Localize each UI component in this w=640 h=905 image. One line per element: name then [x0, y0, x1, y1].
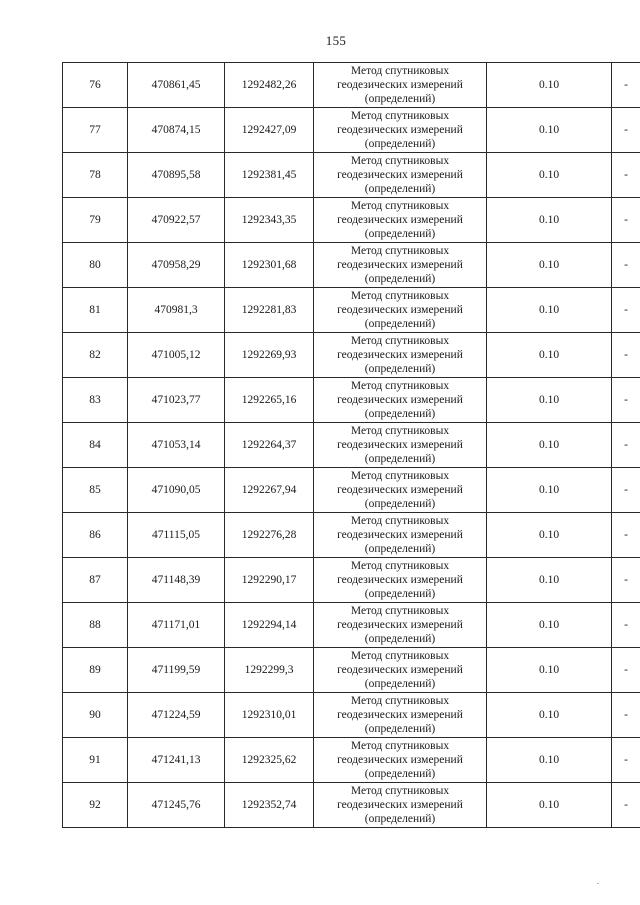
mark-cell: - [612, 333, 640, 378]
method-line: геодезических измерений [337, 79, 463, 91]
table-row [63, 198, 640, 243]
method-line: геодезических измерений [337, 169, 463, 181]
y-coordinate-cell: 1292294,14 [225, 603, 314, 648]
x-coordinate-cell: 471090,05 [128, 468, 225, 513]
method-line: Метод спутниковых [350, 785, 450, 797]
method-cell [314, 243, 487, 288]
method-line: Метод спутниковых [350, 155, 450, 167]
y-coordinate-cell: 1292427,09 [225, 108, 314, 153]
method-line: геодезических измерений [337, 574, 463, 586]
x-coordinate-cell: 470958,29 [128, 243, 225, 288]
point-number-cell: 79 [63, 198, 128, 243]
mark-cell: - [612, 693, 640, 738]
accuracy-cell: 0.10 [487, 108, 612, 153]
method-line: (определений) [364, 498, 436, 510]
x-coordinate-cell: 471245,76 [128, 783, 225, 828]
table-row [63, 513, 640, 558]
method-line: геодезических измерений [337, 394, 463, 406]
mark-cell: - [612, 648, 640, 693]
method-line: геодезических измерений [337, 709, 463, 721]
method-line: (определений) [364, 363, 436, 375]
point-number-cell: 87 [63, 558, 128, 603]
x-coordinate-cell: 470861,45 [128, 63, 225, 108]
method-cell [314, 153, 487, 198]
mark-cell: - [612, 603, 640, 648]
x-coordinate-cell: 470895,58 [128, 153, 225, 198]
method-line: (определений) [364, 633, 436, 645]
table-row [63, 333, 640, 378]
method-cell [314, 693, 487, 738]
y-coordinate-cell: 1292301,68 [225, 243, 314, 288]
method-line: Метод спутниковых [350, 425, 450, 437]
y-coordinate-cell: 1292482,26 [225, 63, 314, 108]
method-cell [314, 423, 487, 468]
method-cell [314, 198, 487, 243]
method-line: геодезических измерений [337, 439, 463, 451]
x-coordinate-cell: 471199,59 [128, 648, 225, 693]
method-line: Метод спутниковых [350, 560, 450, 572]
method-line: геодезических измерений [337, 799, 463, 811]
method-line: Метод спутниковых [350, 380, 450, 392]
table-row [63, 558, 640, 603]
x-coordinate-cell: 471005,12 [128, 333, 225, 378]
method-line: Метод спутниковых [350, 110, 450, 122]
method-cell [314, 738, 487, 783]
accuracy-cell: 0.10 [487, 153, 612, 198]
method-line: (определений) [364, 318, 436, 330]
table-row [63, 693, 640, 738]
y-coordinate-cell: 1292267,94 [225, 468, 314, 513]
x-coordinate-cell: 471023,77 [128, 378, 225, 423]
point-number-cell: 86 [63, 513, 128, 558]
table-row [63, 783, 640, 828]
point-number-cell: 92 [63, 783, 128, 828]
y-coordinate-cell: 1292325,62 [225, 738, 314, 783]
method-line: (определений) [364, 273, 436, 285]
method-cell [314, 603, 487, 648]
point-number-cell: 85 [63, 468, 128, 513]
method-line: (определений) [364, 183, 436, 195]
method-line: Метод спутниковых [350, 605, 450, 617]
method-line: геодезических измерений [337, 529, 463, 541]
method-line: Метод спутниковых [350, 470, 450, 482]
method-line: геодезических измерений [337, 214, 463, 226]
method-line: Метод спутниковых [350, 200, 450, 212]
table-row [63, 648, 640, 693]
x-coordinate-cell: 470981,3 [128, 288, 225, 333]
mark-cell: - [612, 738, 640, 783]
method-line: геодезических измерений [337, 754, 463, 766]
y-coordinate-cell: 1292343,35 [225, 198, 314, 243]
accuracy-cell: 0.10 [487, 243, 612, 288]
table-row [63, 243, 640, 288]
method-line: (определений) [364, 453, 436, 465]
method-cell [314, 378, 487, 423]
y-coordinate-cell: 1292299,3 [225, 648, 314, 693]
y-coordinate-cell: 1292276,28 [225, 513, 314, 558]
x-coordinate-cell: 471053,14 [128, 423, 225, 468]
method-line: геодезических измерений [337, 349, 463, 361]
y-coordinate-cell: 1292264,37 [225, 423, 314, 468]
accuracy-cell: 0.10 [487, 738, 612, 783]
method-line: геодезических измерений [337, 664, 463, 676]
method-line: геодезических измерений [337, 484, 463, 496]
table-row [63, 603, 640, 648]
method-line: геодезических измерений [337, 304, 463, 316]
point-number-cell: 90 [63, 693, 128, 738]
accuracy-cell: 0.10 [487, 468, 612, 513]
method-line: (определений) [364, 138, 436, 150]
method-line: (определений) [364, 588, 436, 600]
accuracy-cell: 0.10 [487, 378, 612, 423]
method-line: (определений) [364, 768, 436, 780]
mark-cell: - [612, 288, 640, 333]
accuracy-cell: 0.10 [487, 423, 612, 468]
y-coordinate-cell: 1292281,83 [225, 288, 314, 333]
accuracy-cell: 0.10 [487, 783, 612, 828]
y-coordinate-cell: 1292310,01 [225, 693, 314, 738]
x-coordinate-cell: 471224,59 [128, 693, 225, 738]
method-line: Метод спутниковых [350, 65, 450, 77]
x-coordinate-cell: 471171,01 [128, 603, 225, 648]
method-line: геодезических измерений [337, 619, 463, 631]
mark-cell: - [612, 108, 640, 153]
x-coordinate-cell: 471148,39 [128, 558, 225, 603]
x-coordinate-cell: 471115,05 [128, 513, 225, 558]
method-line: (определений) [364, 543, 436, 555]
mark-cell: - [612, 468, 640, 513]
method-line: Метод спутниковых [350, 290, 450, 302]
table-row [63, 468, 640, 513]
accuracy-cell: 0.10 [487, 513, 612, 558]
x-coordinate-cell: 471241,13 [128, 738, 225, 783]
point-number-cell: 80 [63, 243, 128, 288]
mark-cell: - [612, 198, 640, 243]
table-row [63, 153, 640, 198]
x-coordinate-cell: 470874,15 [128, 108, 225, 153]
table-row [63, 738, 640, 783]
x-coordinate-cell: 470922,57 [128, 198, 225, 243]
table-row [63, 378, 640, 423]
coordinates-table-body [63, 63, 640, 828]
accuracy-cell: 0.10 [487, 198, 612, 243]
point-number-cell: 88 [63, 603, 128, 648]
accuracy-cell: 0.10 [487, 693, 612, 738]
mark-cell: - [612, 423, 640, 468]
table-row [63, 288, 640, 333]
point-number-cell: 81 [63, 288, 128, 333]
point-number-cell: 84 [63, 423, 128, 468]
mark-cell: - [612, 63, 640, 108]
y-coordinate-cell: 1292290,17 [225, 558, 314, 603]
coordinates-table [62, 62, 640, 828]
method-cell [314, 513, 487, 558]
method-line: (определений) [364, 408, 436, 420]
y-coordinate-cell: 1292381,45 [225, 153, 314, 198]
mark-cell: - [612, 153, 640, 198]
accuracy-cell: 0.10 [487, 603, 612, 648]
method-cell [314, 333, 487, 378]
page-number: 155 [325, 33, 347, 48]
mark-cell: - [612, 378, 640, 423]
point-number-cell: 82 [63, 333, 128, 378]
mark-cell: - [612, 558, 640, 603]
table-row [63, 423, 640, 468]
accuracy-cell: 0.10 [487, 288, 612, 333]
scan-speck [597, 883, 599, 884]
point-number-cell: 78 [63, 153, 128, 198]
method-line: Метод спутниковых [350, 650, 450, 662]
point-number-cell: 77 [63, 108, 128, 153]
method-line: Метод спутниковых [350, 335, 450, 347]
method-line: Метод спутниковых [350, 515, 450, 527]
table-row [63, 108, 640, 153]
table-row [63, 63, 640, 108]
accuracy-cell: 0.10 [487, 648, 612, 693]
accuracy-cell: 0.10 [487, 558, 612, 603]
method-cell [314, 558, 487, 603]
y-coordinate-cell: 1292265,16 [225, 378, 314, 423]
method-line: (определений) [364, 813, 436, 825]
method-cell [314, 288, 487, 333]
point-number-cell: 89 [63, 648, 128, 693]
point-number-cell: 83 [63, 378, 128, 423]
method-cell [314, 108, 487, 153]
method-line: (определений) [364, 723, 436, 735]
y-coordinate-cell: 1292269,93 [225, 333, 314, 378]
point-number-cell: 91 [63, 738, 128, 783]
method-line: (определений) [364, 228, 436, 240]
y-coordinate-cell: 1292352,74 [225, 783, 314, 828]
method-line: Метод спутниковых [350, 245, 450, 257]
method-line: Метод спутниковых [350, 695, 450, 707]
method-line: геодезических измерений [337, 259, 463, 271]
mark-cell: - [612, 513, 640, 558]
method-line: геодезических измерений [337, 124, 463, 136]
method-line: (определений) [364, 678, 436, 690]
method-line: (определений) [364, 93, 436, 105]
method-cell [314, 783, 487, 828]
method-cell [314, 648, 487, 693]
accuracy-cell: 0.10 [487, 63, 612, 108]
method-cell [314, 468, 487, 513]
mark-cell: - [612, 783, 640, 828]
mark-cell: - [612, 243, 640, 288]
method-cell [314, 63, 487, 108]
accuracy-cell: 0.10 [487, 333, 612, 378]
method-line: Метод спутниковых [350, 740, 450, 752]
point-number-cell: 76 [63, 63, 128, 108]
